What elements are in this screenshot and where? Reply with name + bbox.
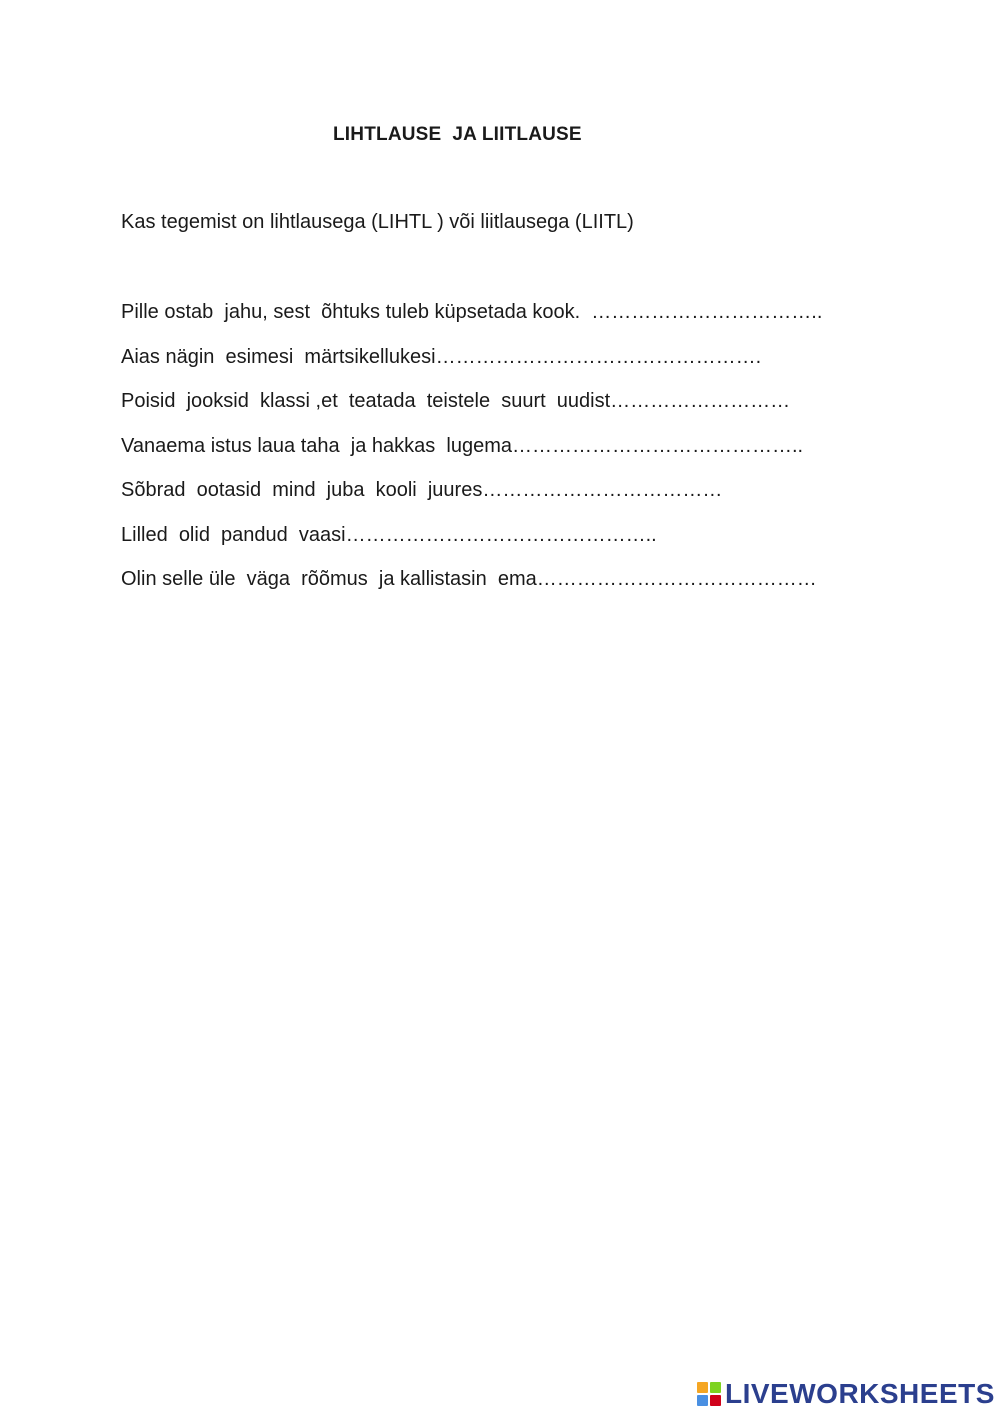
sentence-list [121,299,822,611]
answer-blank[interactable]: …………………………………………. [435,345,762,368]
sentence-text: Vanaema istus laua taha ja hakkas lugema [121,434,512,457]
sentence-text: Aias nägin esimesi märtsikellukesi [121,345,436,368]
sentence-text: Pille ostab jahu, sest õhtuks tuleb küpsetada kook. [121,301,592,323]
sentence-item [121,477,822,522]
logo-wordmark: LIVEWORKSHEETS [725,1378,995,1409]
sentence-item [121,344,822,389]
logo-badge-icon [697,1382,721,1406]
sentence-text: Olin selle üle väga rõõmus ja kallistasin ema [121,568,537,590]
worksheet-instruction: Kas tegemist on lihtlausega (LIHTL ) või liitlausega (LIITL) [121,211,634,233]
sentence-text: Poisid jooksid klassi ,et teatada teistele suurt uudist [121,390,611,412]
worksheet-title: LIHTLAUSE JA LIITLAUSE [333,124,582,145]
logo-block-orange [697,1382,708,1393]
sentence-item [121,299,822,344]
answer-blank[interactable]: …………………………….. [591,301,823,323]
answer-blank[interactable]: ……………………………………….. [345,523,657,546]
sentence-item [121,433,822,478]
sentence-text: Lilled olid pandud vaasi [121,523,346,546]
answer-blank[interactable]: ……………………… [610,390,791,412]
sentence-text: Sõbrad ootasid mind juba kooli juures [121,479,483,501]
liveworksheets-logo [697,1378,995,1410]
logo-block-green [710,1382,721,1393]
answer-blank[interactable]: ……………………………… [482,479,723,501]
sentence-item [121,388,822,433]
sentence-item [121,566,822,611]
answer-blank[interactable]: …………………………………….. [511,434,804,457]
sentence-item [121,522,822,567]
answer-blank[interactable]: …………………………………… [536,568,817,590]
logo-block-red [710,1395,721,1406]
logo-block-blue [697,1395,708,1406]
